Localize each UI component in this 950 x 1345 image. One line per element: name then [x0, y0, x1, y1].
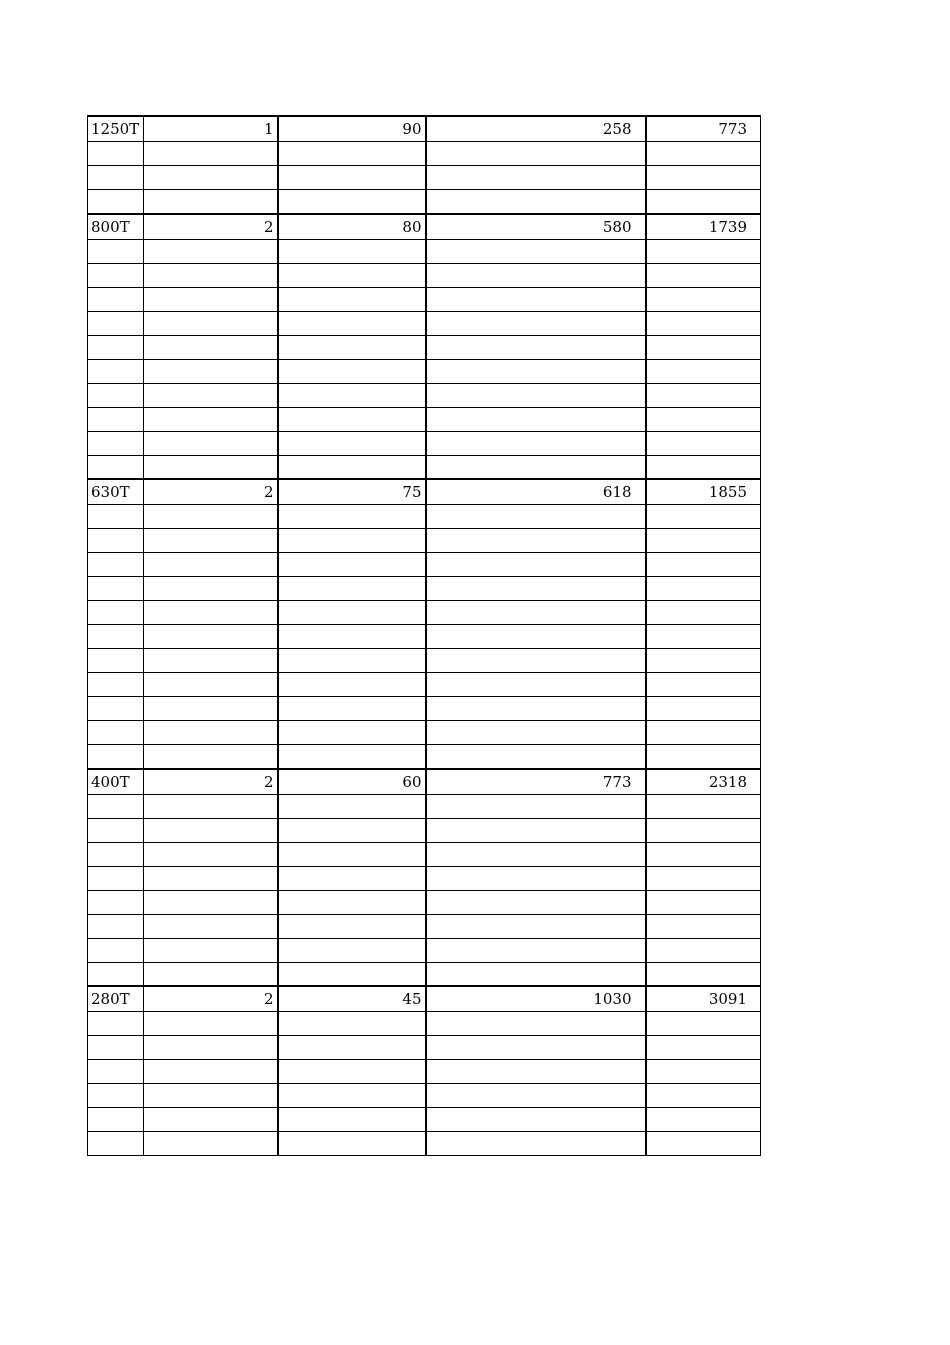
empty-cell[interactable] — [646, 890, 761, 914]
empty-cell[interactable] — [88, 166, 144, 190]
empty-cell[interactable] — [646, 455, 761, 479]
empty-cell[interactable] — [426, 431, 646, 455]
empty-cell[interactable] — [144, 962, 278, 986]
empty-cell[interactable] — [144, 914, 278, 938]
table-row — [88, 938, 761, 962]
empty-cell[interactable] — [278, 866, 426, 890]
empty-cell[interactable] — [144, 673, 278, 697]
empty-cell[interactable] — [278, 649, 426, 673]
table-row — [88, 166, 761, 190]
empty-cell[interactable] — [88, 190, 144, 214]
empty-cell[interactable] — [144, 1084, 278, 1108]
table-row — [88, 505, 761, 529]
table-row — [88, 553, 761, 577]
empty-cell[interactable] — [278, 1036, 426, 1060]
empty-cell[interactable] — [88, 1084, 144, 1108]
spreadsheet-body — [88, 116, 761, 1156]
empty-cell[interactable] — [646, 1084, 761, 1108]
empty-cell[interactable] — [646, 625, 761, 649]
empty-cell[interactable] — [88, 407, 144, 431]
table-row — [88, 529, 761, 553]
table-row — [88, 407, 761, 431]
empty-cell[interactable] — [426, 577, 646, 601]
table-row — [88, 383, 761, 407]
empty-cell[interactable] — [278, 745, 426, 769]
empty-cell[interactable] — [278, 842, 426, 866]
quantity-cell[interactable]: 1 — [144, 116, 278, 142]
table-row — [88, 794, 761, 818]
table-row — [88, 601, 761, 625]
empty-cell[interactable] — [646, 866, 761, 890]
table-row — [88, 769, 761, 795]
empty-cell[interactable] — [278, 505, 426, 529]
empty-cell[interactable] — [278, 383, 426, 407]
table-row — [88, 1012, 761, 1036]
value-cell[interactable]: 45 — [278, 986, 426, 1012]
empty-cell[interactable] — [88, 553, 144, 577]
empty-cell[interactable] — [278, 914, 426, 938]
value-cell[interactable]: 580 — [426, 214, 646, 240]
empty-cell[interactable] — [646, 1036, 761, 1060]
value-cell[interactable]: 1030 — [426, 986, 646, 1012]
table-row — [88, 625, 761, 649]
empty-cell[interactable] — [88, 287, 144, 311]
empty-cell[interactable] — [278, 287, 426, 311]
empty-cell[interactable] — [426, 553, 646, 577]
table-row — [88, 697, 761, 721]
empty-cell[interactable] — [646, 553, 761, 577]
empty-cell[interactable] — [426, 962, 646, 986]
empty-cell[interactable] — [426, 818, 646, 842]
value-cell[interactable]: 90 — [278, 116, 426, 142]
total-cell[interactable]: 2318 — [646, 769, 761, 795]
empty-cell[interactable] — [88, 794, 144, 818]
empty-cell[interactable] — [426, 745, 646, 769]
empty-cell[interactable] — [278, 142, 426, 166]
empty-cell[interactable] — [646, 842, 761, 866]
empty-cell[interactable] — [88, 649, 144, 673]
empty-cell[interactable] — [144, 142, 278, 166]
empty-cell[interactable] — [646, 601, 761, 625]
table-row — [88, 745, 761, 769]
empty-cell[interactable] — [88, 311, 144, 335]
empty-cell[interactable] — [144, 335, 278, 359]
table-row — [88, 1036, 761, 1060]
value-cell[interactable]: 258 — [426, 116, 646, 142]
total-cell[interactable]: 1739 — [646, 214, 761, 240]
empty-cell[interactable] — [646, 673, 761, 697]
table-row — [88, 1108, 761, 1132]
total-cell[interactable]: 773 — [646, 116, 761, 142]
empty-cell[interactable] — [88, 745, 144, 769]
empty-cell[interactable] — [646, 1012, 761, 1036]
table-row — [88, 842, 761, 866]
empty-cell[interactable] — [88, 625, 144, 649]
table-row — [88, 455, 761, 479]
empty-cell[interactable] — [144, 890, 278, 914]
empty-cell[interactable] — [278, 938, 426, 962]
table-row — [88, 1084, 761, 1108]
empty-cell[interactable] — [646, 287, 761, 311]
empty-cell[interactable] — [426, 649, 646, 673]
empty-cell[interactable] — [646, 383, 761, 407]
empty-cell[interactable] — [426, 529, 646, 553]
empty-cell[interactable] — [426, 287, 646, 311]
empty-cell[interactable] — [426, 166, 646, 190]
empty-cell[interactable] — [144, 577, 278, 601]
empty-cell[interactable] — [144, 505, 278, 529]
empty-cell[interactable] — [88, 359, 144, 383]
empty-cell[interactable] — [88, 529, 144, 553]
table-row — [88, 914, 761, 938]
table-row — [88, 142, 761, 166]
tonnage-cell[interactable]: 400T — [88, 769, 144, 795]
empty-cell[interactable] — [88, 890, 144, 914]
quantity-cell[interactable]: 2 — [144, 479, 278, 505]
empty-cell[interactable] — [426, 938, 646, 962]
empty-cell[interactable] — [88, 673, 144, 697]
empty-cell[interactable] — [144, 1060, 278, 1084]
empty-cell[interactable] — [88, 697, 144, 721]
empty-cell[interactable] — [646, 1132, 761, 1156]
empty-cell[interactable] — [426, 601, 646, 625]
tonnage-cell[interactable]: 280T — [88, 986, 144, 1012]
empty-cell[interactable] — [426, 407, 646, 431]
empty-cell[interactable] — [278, 1012, 426, 1036]
table-row — [88, 890, 761, 914]
empty-cell[interactable] — [144, 1132, 278, 1156]
table-row — [88, 1132, 761, 1156]
empty-cell[interactable] — [426, 239, 646, 263]
spreadsheet-table — [87, 115, 761, 1156]
empty-cell[interactable] — [426, 842, 646, 866]
empty-cell[interactable] — [88, 866, 144, 890]
empty-cell[interactable] — [646, 577, 761, 601]
empty-cell[interactable] — [426, 383, 646, 407]
empty-cell[interactable] — [144, 601, 278, 625]
empty-cell[interactable] — [278, 1084, 426, 1108]
empty-cell[interactable] — [144, 1012, 278, 1036]
empty-cell[interactable] — [144, 697, 278, 721]
empty-cell[interactable] — [88, 142, 144, 166]
empty-cell[interactable] — [144, 383, 278, 407]
empty-cell[interactable] — [278, 1108, 426, 1132]
empty-cell[interactable] — [278, 601, 426, 625]
empty-cell[interactable] — [144, 721, 278, 745]
empty-cell[interactable] — [646, 142, 761, 166]
value-cell[interactable]: 773 — [426, 769, 646, 795]
empty-cell[interactable] — [144, 239, 278, 263]
empty-cell[interactable] — [646, 745, 761, 769]
empty-cell[interactable] — [278, 962, 426, 986]
empty-cell[interactable] — [646, 914, 761, 938]
empty-cell[interactable] — [646, 239, 761, 263]
empty-cell[interactable] — [278, 166, 426, 190]
table-row — [88, 214, 761, 240]
empty-cell[interactable] — [144, 842, 278, 866]
empty-cell[interactable] — [88, 1132, 144, 1156]
empty-cell[interactable] — [278, 335, 426, 359]
table-row — [88, 116, 761, 142]
empty-cell[interactable] — [278, 529, 426, 553]
tonnage-cell[interactable]: 1250T — [88, 116, 144, 142]
empty-cell[interactable] — [646, 190, 761, 214]
empty-cell[interactable] — [88, 383, 144, 407]
empty-cell[interactable] — [144, 1036, 278, 1060]
empty-cell[interactable] — [88, 938, 144, 962]
empty-cell[interactable] — [88, 721, 144, 745]
empty-cell[interactable] — [144, 794, 278, 818]
empty-cell[interactable] — [144, 649, 278, 673]
empty-cell[interactable] — [426, 1108, 646, 1132]
empty-cell[interactable] — [88, 1060, 144, 1084]
empty-cell[interactable] — [426, 190, 646, 214]
empty-cell[interactable] — [426, 505, 646, 529]
empty-cell[interactable] — [88, 601, 144, 625]
empty-cell[interactable] — [278, 1132, 426, 1156]
empty-cell[interactable] — [88, 1012, 144, 1036]
table-row — [88, 263, 761, 287]
empty-cell[interactable] — [144, 938, 278, 962]
tonnage-cell[interactable]: 800T — [88, 214, 144, 240]
empty-cell[interactable] — [278, 359, 426, 383]
table-row — [88, 190, 761, 214]
empty-cell[interactable] — [144, 818, 278, 842]
table-row — [88, 359, 761, 383]
empty-cell[interactable] — [88, 335, 144, 359]
empty-cell[interactable] — [144, 166, 278, 190]
empty-cell[interactable] — [144, 455, 278, 479]
empty-cell[interactable] — [646, 431, 761, 455]
empty-cell[interactable] — [646, 359, 761, 383]
empty-cell[interactable] — [144, 553, 278, 577]
empty-cell[interactable] — [144, 745, 278, 769]
empty-cell[interactable] — [646, 697, 761, 721]
empty-cell[interactable] — [88, 962, 144, 986]
empty-cell[interactable] — [426, 697, 646, 721]
empty-cell[interactable] — [646, 649, 761, 673]
empty-cell[interactable] — [646, 721, 761, 745]
empty-cell[interactable] — [144, 431, 278, 455]
empty-cell[interactable] — [278, 263, 426, 287]
empty-cell[interactable] — [144, 625, 278, 649]
empty-cell[interactable] — [278, 794, 426, 818]
table-row — [88, 239, 761, 263]
quantity-cell[interactable]: 2 — [144, 986, 278, 1012]
empty-cell[interactable] — [278, 890, 426, 914]
empty-cell[interactable] — [426, 1132, 646, 1156]
empty-cell[interactable] — [426, 1036, 646, 1060]
table-row — [88, 479, 761, 505]
table-row — [88, 986, 761, 1012]
table-row — [88, 818, 761, 842]
empty-cell[interactable] — [88, 818, 144, 842]
value-cell[interactable]: 75 — [278, 479, 426, 505]
empty-cell[interactable] — [278, 190, 426, 214]
table-row — [88, 1060, 761, 1084]
empty-cell[interactable] — [426, 263, 646, 287]
empty-cell[interactable] — [278, 577, 426, 601]
empty-cell[interactable] — [426, 914, 646, 938]
empty-cell[interactable] — [144, 1108, 278, 1132]
empty-cell[interactable] — [88, 914, 144, 938]
empty-cell[interactable] — [646, 335, 761, 359]
empty-cell[interactable] — [88, 263, 144, 287]
empty-cell[interactable] — [646, 962, 761, 986]
empty-cell[interactable] — [278, 721, 426, 745]
table-row — [88, 431, 761, 455]
empty-cell[interactable] — [646, 1108, 761, 1132]
empty-cell[interactable] — [144, 263, 278, 287]
empty-cell[interactable] — [88, 239, 144, 263]
table-row — [88, 673, 761, 697]
empty-cell[interactable] — [646, 311, 761, 335]
quantity-cell[interactable]: 2 — [144, 214, 278, 240]
empty-cell[interactable] — [646, 818, 761, 842]
empty-cell[interactable] — [426, 142, 646, 166]
empty-cell[interactable] — [88, 842, 144, 866]
empty-cell[interactable] — [426, 335, 646, 359]
empty-cell[interactable] — [426, 721, 646, 745]
empty-cell[interactable] — [88, 431, 144, 455]
empty-cell[interactable] — [278, 673, 426, 697]
empty-cell[interactable] — [278, 407, 426, 431]
empty-cell[interactable] — [278, 625, 426, 649]
empty-cell[interactable] — [646, 407, 761, 431]
tonnage-cell[interactable]: 630T — [88, 479, 144, 505]
table-row — [88, 335, 761, 359]
empty-cell[interactable] — [144, 529, 278, 553]
empty-cell[interactable] — [646, 166, 761, 190]
value-cell[interactable]: 80 — [278, 214, 426, 240]
empty-cell[interactable] — [426, 455, 646, 479]
empty-cell[interactable] — [144, 866, 278, 890]
empty-cell[interactable] — [426, 625, 646, 649]
empty-cell[interactable] — [88, 577, 144, 601]
empty-cell[interactable] — [278, 1060, 426, 1084]
empty-cell[interactable] — [646, 1060, 761, 1084]
empty-cell[interactable] — [88, 1108, 144, 1132]
table-row — [88, 962, 761, 986]
empty-cell[interactable] — [278, 697, 426, 721]
empty-cell[interactable] — [426, 866, 646, 890]
empty-cell[interactable] — [88, 505, 144, 529]
empty-cell[interactable] — [144, 190, 278, 214]
empty-cell[interactable] — [646, 794, 761, 818]
empty-cell[interactable] — [278, 553, 426, 577]
quantity-cell[interactable]: 2 — [144, 769, 278, 795]
empty-cell[interactable] — [278, 311, 426, 335]
empty-cell[interactable] — [88, 455, 144, 479]
empty-cell[interactable] — [88, 1036, 144, 1060]
table-row — [88, 577, 761, 601]
total-cell[interactable]: 1855 — [646, 479, 761, 505]
empty-cell[interactable] — [426, 1012, 646, 1036]
empty-cell[interactable] — [426, 1060, 646, 1084]
empty-cell[interactable] — [426, 1084, 646, 1108]
value-cell[interactable]: 618 — [426, 479, 646, 505]
empty-cell[interactable] — [426, 890, 646, 914]
empty-cell[interactable] — [646, 263, 761, 287]
empty-cell[interactable] — [646, 529, 761, 553]
empty-cell[interactable] — [646, 938, 761, 962]
empty-cell[interactable] — [144, 359, 278, 383]
empty-cell[interactable] — [278, 455, 426, 479]
empty-cell[interactable] — [646, 505, 761, 529]
empty-cell[interactable] — [278, 239, 426, 263]
empty-cell[interactable] — [144, 407, 278, 431]
table-row — [88, 721, 761, 745]
value-cell[interactable]: 60 — [278, 769, 426, 795]
empty-cell[interactable] — [426, 794, 646, 818]
table-row — [88, 649, 761, 673]
empty-cell[interactable] — [426, 359, 646, 383]
empty-cell[interactable] — [278, 431, 426, 455]
empty-cell[interactable] — [426, 311, 646, 335]
empty-cell[interactable] — [144, 287, 278, 311]
table-row — [88, 311, 761, 335]
empty-cell[interactable] — [144, 311, 278, 335]
empty-cell[interactable] — [278, 818, 426, 842]
empty-cell[interactable] — [426, 673, 646, 697]
total-cell[interactable]: 3091 — [646, 986, 761, 1012]
table-row — [88, 287, 761, 311]
table-row — [88, 866, 761, 890]
